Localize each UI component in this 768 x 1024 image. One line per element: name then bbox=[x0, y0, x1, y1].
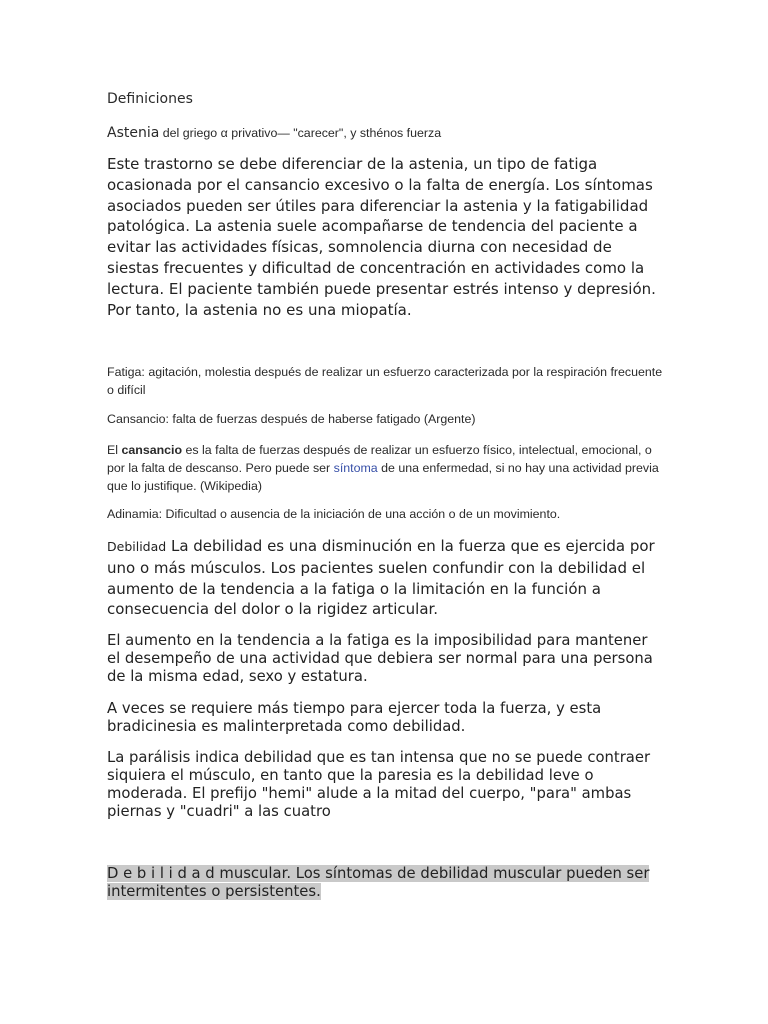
cansancio-wikipedia bbox=[107, 441, 667, 495]
debilidad-label: Debilidad bbox=[107, 539, 167, 554]
cansancio-wiki-pre: El bbox=[107, 443, 122, 457]
astenia-term: Astenia bbox=[107, 125, 160, 141]
astenia-paragraph: Este trastorno se debe diferenciar de la astenia, un tipo de fatiga ocasionada por el cansancio excesivo o la falta de energía. Los síntomas asociados pueden ser útiles para diferenciar la astenia y la fatigabilidad patológica. La astenia suele acompañarse de tendencia del paciente a evitar las actividades físicas, somnolencia diurna con necesidad de siestas frecuentes y dificultad de concentración en actividades como la lectura. El paciente también puede presentar estrés intenso y depresión. Por tanto, la astenia no es una miopatía. bbox=[107, 155, 656, 319]
astenia-etymology: del griego α privativo— "carecer", y sthénos fuerza bbox=[159, 126, 442, 140]
debilidad-paragraph bbox=[107, 536, 663, 620]
cansancio-wiki-post: de una enfermedad, si no hay una actividad previa que lo justifique. (Wikipedia) bbox=[107, 461, 659, 493]
debilidad-text: La debilidad es una disminución en la fuerza que es ejercida por uno o más músculos. Los pacientes suelen confundir con la debilidad el aumento de la tendencia a la fatiga o la limitación en la función a consecuencia del dolor o la rigidez articular. bbox=[107, 537, 655, 619]
highlighted-text: D e b i l i d a d muscular. Los síntomas de debilidad muscular pueden ser intermitentes o persistentes. bbox=[107, 865, 650, 900]
debilidad-muscular-paragraph bbox=[107, 865, 663, 901]
bradicinesia-paragraph: A veces se requiere más tiempo para ejercer toda la fuerza, y esta bradicinesia es malinterpretada como debilidad. bbox=[107, 700, 602, 735]
cansancio-wiki-mid: es la falta de fuerzas después de realizar un esfuerzo físico, intelectual, emocional, o por la falta de descanso. Pero puede ser bbox=[107, 443, 652, 475]
astenia-definition bbox=[107, 122, 667, 142]
fatiga-definition: Fatiga: agitación, molestia después de realizar un esfuerzo caracterizada por la respiración frecuente o difícil bbox=[107, 365, 663, 397]
cansancio-definition: Cansancio: falta de fuerzas después de haberse fatigado (Argente) bbox=[107, 412, 476, 426]
fatiga-tendency-paragraph: El aumento en la tendencia a la fatiga es la imposibilidad para mantener el desempeño de una actividad que debiera ser normal para una persona de la misma edad, sexo y estatura. bbox=[107, 632, 653, 685]
cansancio-term: cansancio bbox=[121, 443, 183, 457]
sintoma-link[interactable]: síntoma bbox=[333, 461, 378, 475]
page-title: Definiciones bbox=[107, 91, 193, 107]
adinamia-definition: Adinamia: Dificultad o ausencia de la iniciación de una acción o de un movimiento. bbox=[107, 507, 561, 521]
paralisis-paragraph: La parálisis indica debilidad que es tan intensa que no se puede contraer siquiera el músculo, en tanto que la paresia es la debilidad leve o moderada. El prefijo "hemi" alude a la mitad del cuerpo, "para" ambas piernas y "cuadri" a las cuatro bbox=[107, 749, 651, 820]
